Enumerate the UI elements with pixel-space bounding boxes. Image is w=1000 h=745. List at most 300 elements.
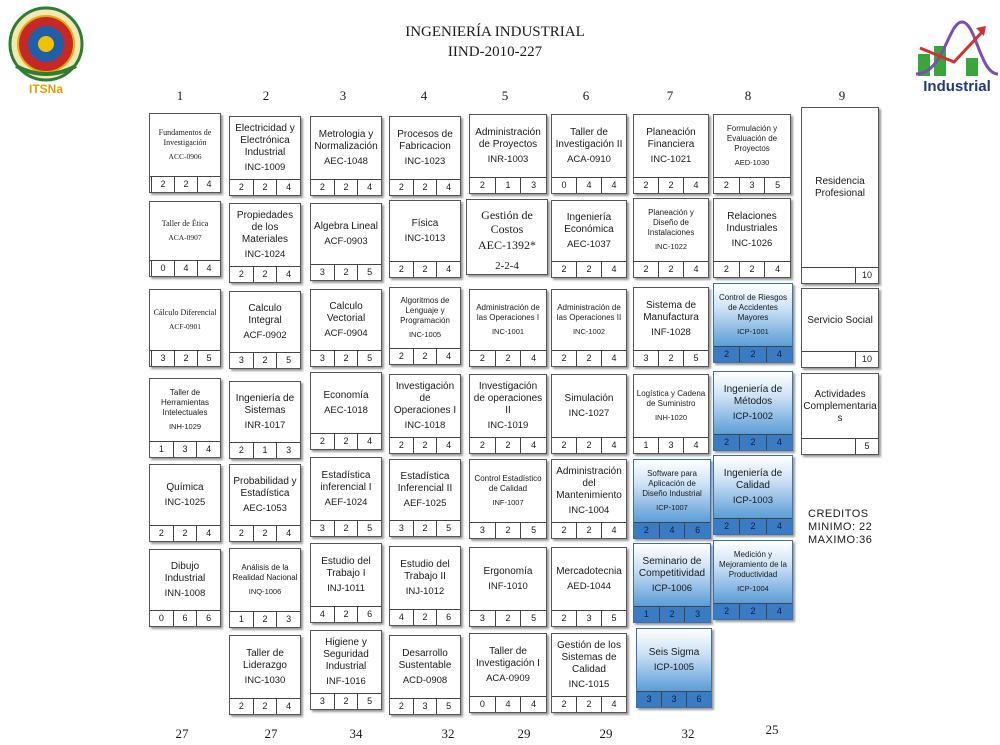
credit-cell: 4 (693, 264, 699, 274)
credit-cell: 2 (414, 521, 438, 536)
course-name: Relaciones Industriales (726, 211, 778, 234)
course-name: Electricidad y Electrónica Industrial (235, 123, 295, 158)
course-code: INJ-1012 (405, 586, 445, 597)
semester-credit-total: 27 (175, 726, 189, 741)
course-name: Administración de las Operaciones II (556, 303, 622, 322)
credit-row (390, 348, 460, 364)
course-code: ACF-0904 (324, 328, 368, 339)
credit-cell: 2 (659, 262, 684, 277)
semester-number: 9 (838, 88, 846, 103)
credit-cell: 4 (206, 444, 212, 454)
credit-cell: 4 (775, 264, 781, 274)
course-card (551, 547, 627, 627)
course-name: Procesos de Fabricacion (397, 129, 453, 152)
course-code: ACA-0907 (168, 233, 202, 242)
credit-cell: 3 (230, 353, 254, 368)
credit-cell: 1 (254, 443, 278, 458)
credit-cell: 2 (552, 523, 577, 538)
course-card (713, 198, 791, 278)
course-name: Servicio Social (807, 314, 873, 326)
course-card (389, 116, 461, 196)
course-code: AED-1044 (567, 581, 611, 592)
course-card-specialty (636, 628, 712, 708)
course-name: Taller de Ética (161, 219, 209, 228)
credit-cell: 2 (390, 262, 414, 277)
course-name: Química (166, 482, 204, 493)
credit-cell: 2 (496, 611, 522, 626)
course-code: INC-1025 (164, 497, 206, 508)
credit-cell: 2 (414, 180, 438, 195)
semester-number: 7 (666, 88, 674, 103)
credit-cell: 3 (311, 521, 335, 536)
credit-cell: 4 (286, 269, 292, 279)
course-name: Algoritmos de Lenguaje y Programación (400, 296, 450, 325)
credit-row (230, 179, 300, 195)
course-card (551, 200, 627, 278)
course-code: ACF-0901 (168, 322, 202, 331)
credit-cell: 10 (855, 268, 878, 283)
credit-cell: 2 (335, 265, 359, 280)
credit-cell: 2 (577, 351, 602, 366)
course-name: Metrologia y Normalización (314, 129, 378, 152)
credit-cell: 2 (254, 267, 278, 282)
semester-number: 6 (582, 88, 590, 103)
credit-cell: 2 (634, 262, 659, 277)
credit-cell: 4 (367, 436, 373, 446)
credit-row (150, 260, 220, 276)
semester-credit-total: 25 (765, 722, 779, 737)
course-name: Ergonomía (483, 566, 533, 577)
course-name: Gestión de Costos (481, 208, 533, 236)
semester-number: 1 (176, 88, 184, 103)
credit-cell: 2 (254, 612, 278, 627)
course-name: Física (411, 218, 439, 229)
credit-cell: 2 (577, 262, 602, 277)
course-card (469, 374, 547, 454)
credit-cell: 2 (390, 438, 414, 453)
credit-cell: 4 (206, 263, 212, 273)
credit-cell: 10 (855, 352, 878, 367)
credit-cell: 6 (367, 609, 373, 619)
credit-row (311, 350, 381, 366)
credit-cell: 2 (577, 697, 602, 712)
course-name: Estudio del Trabajo II (400, 559, 450, 582)
credit-row (390, 609, 460, 625)
credit-cell: 2 (552, 611, 577, 626)
course-card (229, 635, 301, 715)
credit-row (802, 351, 878, 367)
course-code: INH-1029 (168, 422, 202, 431)
course-name: Análisis de la Realidad Nacional (232, 563, 298, 582)
credit-cell: 2 (740, 604, 766, 619)
credit-row (552, 177, 626, 193)
credit-row (552, 610, 626, 626)
credit-cell: 6 (695, 525, 701, 535)
credit-cell: 3 (390, 521, 414, 536)
credit-cell: 3 (286, 445, 292, 455)
course-code: INC-1021 (650, 154, 692, 165)
course-code: INF-1010 (488, 581, 528, 592)
course-code: INC-1030 (244, 675, 286, 686)
course-code: AEC-1048 (324, 156, 368, 167)
credit-cell: 2 (254, 353, 278, 368)
course-code: INF-1016 (326, 676, 366, 687)
logo-text: ITSNa (28, 82, 63, 96)
credit-row (150, 525, 220, 541)
credit-cell: 4 (446, 351, 452, 361)
course-code: INC-1018 (404, 420, 446, 431)
course-card (551, 289, 627, 367)
credit-row (552, 350, 626, 366)
course-card-specialty (713, 283, 793, 363)
credit-cell: 2 (577, 523, 602, 538)
course-name: Cálculo Diferencial (153, 308, 217, 317)
credit-row (714, 434, 792, 450)
credit-row (230, 698, 300, 714)
credit-cell: 2 (470, 351, 496, 366)
course-code: ICP-1004 (737, 584, 769, 593)
course-name: Planeación y Diseño de Instalaciones (647, 208, 695, 237)
credit-cell: 3 (151, 351, 175, 366)
credit-cell: 4 (446, 182, 452, 192)
course-card (310, 289, 382, 367)
credit-cell: 2 (714, 435, 740, 450)
course-name: Calculo Vectorial (326, 301, 366, 324)
credit-row (311, 693, 381, 709)
course-code: INQ-1006 (248, 587, 282, 596)
credits-max: MAXIMO:36 (808, 534, 873, 546)
course-code: INC-1019 (487, 420, 529, 431)
course-name: Economía (323, 390, 369, 401)
course-name: Probabilidad y Estadística (233, 476, 297, 499)
course-name: Ingeniería de Métodos (723, 384, 783, 407)
course-card-specialty (633, 543, 711, 623)
credit-row (470, 522, 546, 538)
credit-row (802, 267, 878, 283)
course-name: Software para Aplicación de Diseño Industrial (642, 469, 702, 498)
credit-cell: 2 (714, 347, 740, 362)
credit-cell: 4 (286, 182, 292, 192)
credit-cell: 5 (446, 523, 452, 533)
course-name: Administración de Proyectos (475, 127, 541, 150)
credit-cell: 0 (151, 261, 175, 276)
credit-cell: 3 (174, 442, 198, 457)
credit-cell: 2 (714, 604, 740, 619)
credit-cell: 2 (552, 697, 577, 712)
course-code: INF-1007 (492, 498, 524, 507)
course-code: INJ-1011 (327, 583, 365, 594)
credit-cell: 6 (174, 611, 198, 626)
credit-cell: 2 (496, 351, 522, 366)
course-card (310, 630, 382, 710)
credit-cell: 4 (577, 178, 602, 193)
credit-row (552, 437, 626, 453)
credit-cell: 2 (335, 521, 359, 536)
course-code: AEC-1053 (243, 503, 287, 514)
course-card (229, 291, 301, 369)
credit-cell: 2 (230, 443, 254, 458)
credit-row (714, 603, 792, 619)
course-card (389, 374, 461, 454)
course-name: Estadística inferencial I (320, 470, 372, 493)
industrial-logo (914, 18, 1000, 98)
course-code: AEC-1392* (478, 238, 536, 252)
credit-cell: 5 (367, 353, 373, 363)
credit-cell: 3 (286, 614, 292, 624)
course-card-specialty (713, 455, 793, 535)
course-name: Dibujo Industrial (164, 561, 206, 584)
credit-cell: 3 (659, 438, 684, 453)
semester-number: 3 (339, 88, 347, 103)
credit-cell: 3 (695, 609, 701, 619)
credit-row (311, 520, 381, 536)
credit-cell: 2 (714, 519, 740, 534)
course-card (229, 203, 301, 283)
page-title: INGENIERÍA INDUSTRIAL (405, 24, 585, 40)
credit-cell: 2 (496, 438, 522, 453)
credit-cell: 2 (659, 178, 684, 193)
course-name: Actividades Complementaria s (803, 388, 877, 424)
credit-row (467, 259, 547, 274)
course-card (310, 457, 382, 537)
course-name: Simulación (564, 393, 614, 404)
course-card (469, 459, 547, 539)
credit-row (802, 438, 878, 454)
course-code: INC-1022 (654, 242, 688, 251)
credit-cell: 4 (611, 180, 617, 190)
plan-code: IIND-2010-227 (447, 44, 543, 60)
credit-cell: 2 (577, 438, 602, 453)
course-card (633, 287, 709, 367)
course-code: INH-1020 (654, 413, 688, 422)
credit-cell: 2 (174, 526, 198, 541)
credit-cell: 2 (230, 526, 254, 541)
credit-cell: 5 (206, 353, 212, 363)
course-code: INR-1017 (244, 420, 286, 431)
credit-cell: 4 (611, 353, 617, 363)
course-code: ACF-0902 (243, 330, 287, 341)
credit-row (390, 179, 460, 195)
credit-cell: 2 (414, 262, 438, 277)
course-name: Fundamentos de Investigación (158, 128, 212, 147)
credit-row (634, 177, 708, 193)
credit-cell: 2 (552, 262, 577, 277)
course-name: Investigación de operaciones II (473, 381, 543, 416)
credit-cell: 4 (206, 528, 212, 538)
course-name: Propiedades de los Materiales (236, 210, 294, 245)
credit-cell: 2 (414, 610, 438, 625)
credit-row (714, 177, 790, 193)
credit-row (390, 698, 460, 714)
credit-cell: 0 (150, 611, 174, 626)
course-card (389, 200, 461, 278)
credit-cell: 4 (776, 349, 782, 359)
course-name: Taller de Herramientas Intelectuales (160, 388, 209, 417)
course-code: AEF-1025 (403, 498, 447, 509)
credit-cell: 2 (470, 178, 496, 193)
credit-cell: 3 (311, 265, 335, 280)
credit-cell: 2 (335, 434, 359, 449)
credit-cell: 4 (531, 699, 537, 709)
course-code: ACF-0903 (324, 236, 368, 247)
course-code: INC-1009 (244, 162, 286, 173)
course-card (149, 464, 221, 542)
credit-cell: 2 (390, 349, 414, 364)
course-code: INR-1003 (487, 154, 529, 165)
credit-cell: 2 (311, 434, 335, 449)
credit-cell: 6 (696, 694, 702, 704)
course-name: Taller de Investigación II (555, 127, 623, 150)
credit-row (230, 611, 300, 627)
credit-cell: 0 (470, 697, 496, 712)
credit-cell: 4 (693, 180, 699, 190)
credit-row (714, 261, 790, 277)
credit-cell: 4 (531, 440, 537, 450)
credit-row (390, 437, 460, 453)
course-code: INN-1008 (164, 588, 206, 599)
credit-cell: 1 (634, 607, 660, 622)
course-name: Ingeniería Económica (564, 212, 614, 235)
credit-cell: 1 (230, 612, 254, 627)
credit-cell: 2 (634, 523, 660, 538)
course-card (149, 289, 221, 367)
credit-cell: 4 (390, 610, 414, 625)
credit-cell: 2 (230, 267, 254, 282)
credit-cell: 4 (206, 179, 212, 189)
credit-cell: 1 (496, 178, 522, 193)
course-code: ACC-0906 (168, 152, 202, 161)
course-card (801, 107, 879, 284)
course-code: AEC-1037 (567, 239, 611, 250)
course-code: AEF-1024 (324, 497, 368, 508)
course-name: Investigación de Operaciones I (393, 381, 457, 416)
credit-cell: 3 (414, 699, 438, 714)
credit-cell: 2 (714, 178, 740, 193)
course-code: ICP-1001 (737, 327, 769, 336)
credit-cell: 2 (335, 351, 359, 366)
credit-cell: 2 (254, 526, 278, 541)
credit-row (150, 610, 220, 626)
credit-cell: 4 (611, 699, 617, 709)
credit-row (390, 520, 460, 536)
credit-cell: 3 (662, 692, 687, 707)
course-name: Algebra Lineal (314, 221, 378, 232)
credit-row (150, 350, 220, 366)
course-name: Taller de Liderazgo (243, 648, 287, 671)
credit-row (470, 610, 546, 626)
course-code: INC-1026 (731, 238, 773, 249)
credit-cell: 3 (311, 351, 335, 366)
course-code: ACA-0910 (567, 154, 611, 165)
credit-row (230, 352, 300, 368)
course-card (551, 374, 627, 454)
credit-cell: 2 (740, 519, 766, 534)
credit-cell: 2 (740, 435, 766, 450)
credit-row (634, 606, 710, 622)
course-card (310, 203, 382, 281)
credit-row (470, 350, 546, 366)
credit-cell: 2 (660, 607, 686, 622)
credit-cell: 2-2-4 (495, 260, 519, 272)
credit-cell: 4 (311, 607, 335, 622)
course-name: Control de Riesgos de Accidentes Mayores (718, 293, 788, 322)
course-card (310, 543, 382, 623)
course-card (149, 549, 221, 627)
credit-cell: 2 (552, 351, 577, 366)
credit-cell: 2 (552, 438, 577, 453)
course-code: INC-1027 (568, 408, 610, 419)
credit-row (634, 522, 710, 538)
credit-row (714, 518, 792, 534)
credit-cell: 4 (446, 264, 452, 274)
credit-row (470, 437, 546, 453)
course-card (469, 633, 547, 713)
credit-cell: 4 (611, 264, 617, 274)
course-card (229, 464, 301, 542)
credit-cell: 6 (206, 613, 212, 623)
credit-cell: 3 (531, 180, 537, 190)
course-card (310, 372, 382, 450)
course-code: ICP-1003 (732, 495, 774, 506)
course-name: Residencia Profesional (814, 176, 866, 199)
course-code: INC-1005 (408, 330, 442, 339)
credit-cell: 1 (634, 438, 659, 453)
course-card (229, 381, 301, 459)
course-card (229, 116, 301, 196)
credit-row (637, 691, 711, 707)
credit-cell: 4 (776, 521, 782, 531)
credit-cell: 2 (496, 523, 522, 538)
semester-number: 4 (420, 88, 428, 103)
course-card (389, 459, 461, 537)
credit-cell: 2 (414, 438, 438, 453)
credit-cell: 5 (855, 439, 878, 454)
credit-row (470, 696, 546, 712)
credit-cell: 3 (311, 694, 335, 709)
course-name: Higiene y Seguridad Industrial (323, 637, 369, 672)
course-code: INC-1004 (568, 505, 610, 516)
course-card (469, 289, 547, 367)
credit-cell: 1 (150, 442, 174, 457)
credit-row (552, 522, 626, 538)
course-code: AEC-1018 (324, 405, 368, 416)
credit-cell: 5 (531, 525, 537, 535)
credit-cell: 2 (470, 438, 496, 453)
course-card-specialty (713, 540, 793, 620)
credit-cell: 2 (311, 180, 335, 195)
credit-cell: 2 (254, 699, 278, 714)
credit-row (634, 437, 708, 453)
semester-credit-total: 29 (517, 726, 531, 741)
credit-cell: 4 (446, 440, 452, 450)
credit-cell: 4 (611, 440, 617, 450)
course-card (389, 287, 461, 365)
credit-cell: 2 (714, 262, 740, 277)
credit-cell: 5 (531, 613, 537, 623)
course-code: INC-1023 (404, 156, 446, 167)
credit-cell: 2 (230, 699, 254, 714)
semester-number: 2 (262, 88, 270, 103)
credit-cell: 3 (740, 178, 766, 193)
course-card (551, 633, 627, 713)
course-code: INC-1002 (572, 327, 606, 336)
credit-cell: 4 (496, 697, 522, 712)
credits-note (808, 508, 872, 547)
course-card (310, 116, 382, 196)
course-code: INC-1001 (491, 327, 525, 336)
credits-min: MINIMO: 22 (808, 521, 873, 533)
course-code: INC-1024 (244, 249, 286, 260)
